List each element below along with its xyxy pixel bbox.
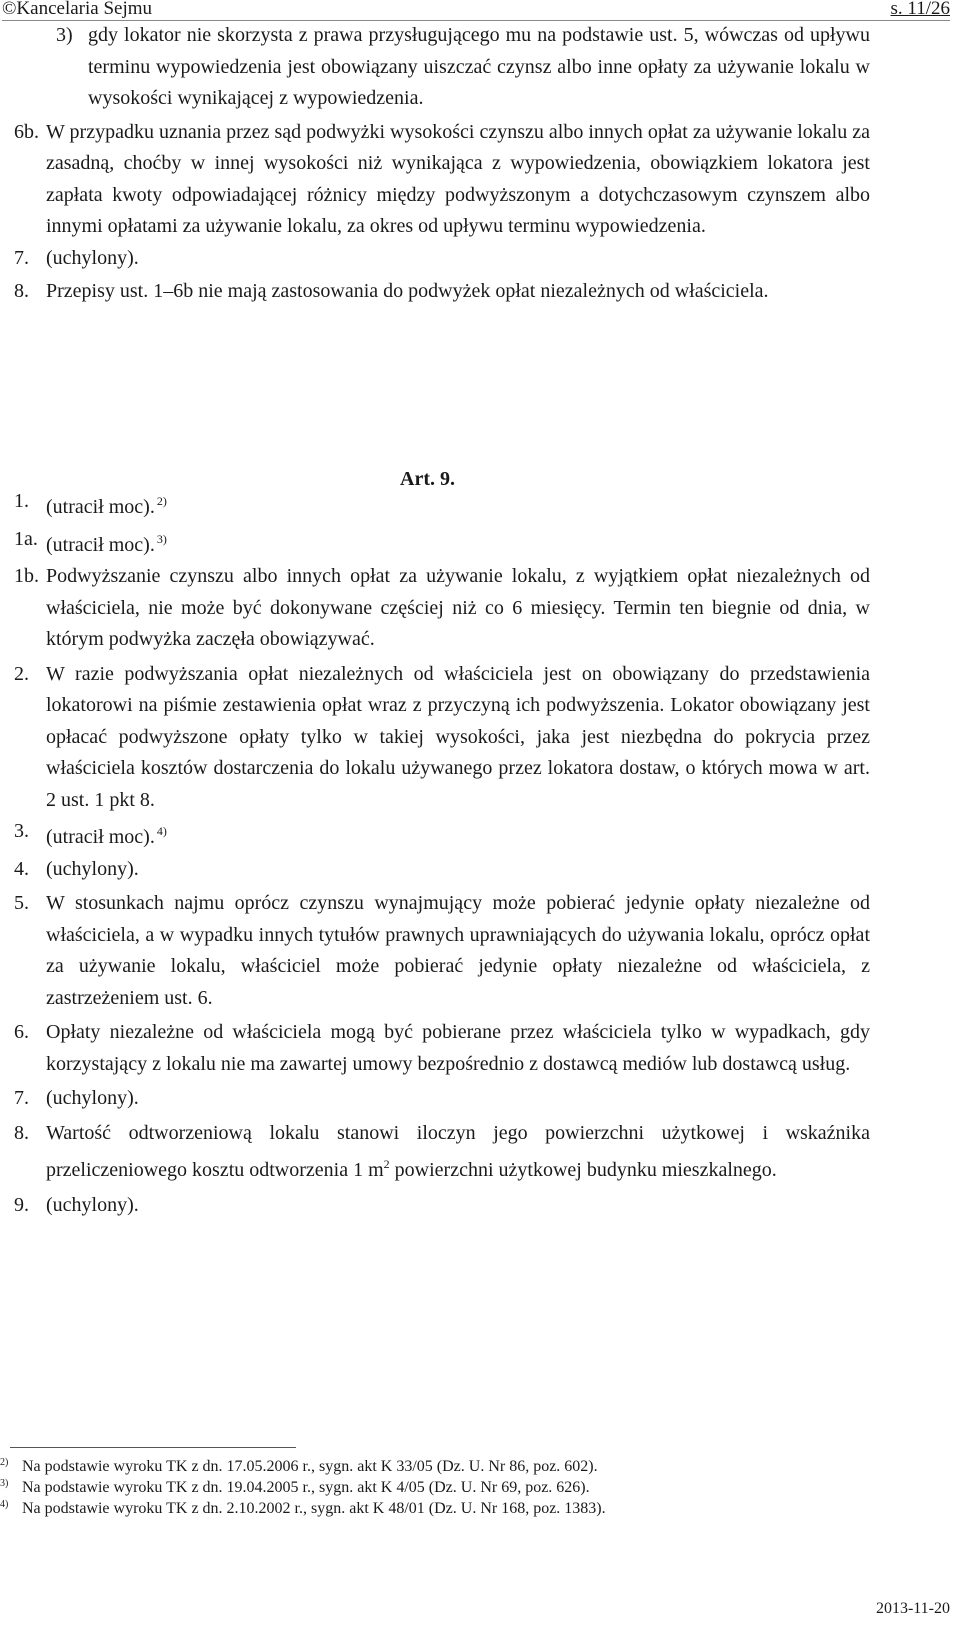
item-number: 2. (14, 662, 29, 685)
list-item (14, 1118, 870, 1187)
item-number: 9. (14, 1193, 29, 1216)
item-number: 1. (14, 490, 29, 512)
item-text: W przypadku uznania przez sąd podwyżki wysokości czynszu albo innych opłat za używanie lokalu za zasadną, choćby w innej wysokości niż wynikająca z wypowiedzenia, obowiązkiem lokatora jest zapłata kwoty odpowiadającej różnicy między podwyższonym a dotychczasowym czynszem albo innymi opłatami za używanie lokalu, za okres od upływu terminu wypowiedzenia. (46, 120, 870, 237)
footnote-ref[interactable]: 3) (156, 531, 167, 546)
item-text: W razie podwyższania opłat niezależnych od właściciela jest on obowiązany do przedstawienia lokatorowi na piśmie zestawienia opłat wraz z przyczyną ich podwyższenia. Lokator obowiązany jest opłacać podwyższone opłaty tylko w takiej wysokości, jaka jest niezbędna do pokrycia przez właściciela kosztów dostarczenia do lokalu używanego przez lokatora dostaw, o których mowa w art. 2 ust. 1 pkt 8. (46, 662, 870, 811)
item-text: (utracił moc). (46, 826, 155, 848)
list-item (14, 816, 870, 854)
item-text: Przepisy ust. 1–6b nie mają zastosowania do podwyżek opłat niezależnych od właściciela. (46, 280, 769, 302)
list-item (14, 1083, 870, 1115)
item-text: (uchylony). (46, 1087, 139, 1109)
page-number-link[interactable]: s. 11/26 (890, 0, 950, 19)
item-number: 6. (14, 1021, 29, 1043)
item-text: (utracił moc). (46, 496, 155, 518)
footnotes (0, 1456, 900, 1519)
footnote-mark: 4) (0, 1499, 9, 1510)
item-number: 1b. (14, 565, 39, 587)
superscript: 2 (383, 1157, 390, 1171)
footnote-mark: 2) (0, 1457, 9, 1468)
footnote (0, 1498, 900, 1519)
list-item (14, 524, 870, 562)
article-heading: Art. 9. (400, 468, 455, 490)
footnote (0, 1456, 900, 1477)
footnote-ref[interactable]: 2) (156, 494, 167, 508)
item-text: (uchylony). (46, 246, 139, 269)
article-9-section (14, 486, 870, 1221)
list-item (14, 854, 870, 886)
item-text: (uchylony). (46, 1193, 139, 1216)
item-number: 6b. (14, 120, 39, 143)
item-text: gdy lokator nie skorzysta z prawa przysługującego mu na podstawie ust. 5, wówczas od upływu terminu wypowiedzenia jest obowiązany uiszczać czynsz albo inne opłaty za używanie lokalu w wysokości wynikającej z wypowiedzenia. (88, 24, 870, 109)
item-text: Opłaty niezależne od właściciela mogą być pobierane przez właściciela tylko w wypadkach, gdy korzystający z lokalu nie ma zawartej umowy bezpośrednio z dostawcą mediów lub dostawcą usług. (46, 1021, 870, 1075)
item-text: (utracił moc). (46, 533, 155, 556)
copyright-label: ©Kancelaria Sejmu (2, 0, 153, 19)
footnote-mark: 3) (0, 1478, 9, 1489)
list-item (14, 117, 870, 243)
footnote-text: Na podstawie wyroku TK z dn. 17.05.2006 r., sygn. akt K 33/05 (Dz. U. Nr 86, poz. 602). (22, 1458, 598, 1475)
footnote-divider (10, 1447, 296, 1448)
item-text-cont: powierzchni użytkowej budynku mieszkalnego. (389, 1159, 777, 1181)
list-item (14, 20, 870, 115)
document-date: 2013-11-20 (875, 1600, 950, 1617)
item-text: Podwyższanie czynszu albo innych opłat za używanie lokalu, z wyjątkiem opłat niezależnych od właściciela, nie może być dokonywane częściej niż co 6 miesięcy. Termin ten biegnie od dnia, w którym podwyżka zaczęła obowiązywać. (46, 565, 870, 650)
footnote-text: Na podstawie wyroku TK z dn. 19.04.2005 r., sygn. akt K 4/05 (Dz. U. Nr 69, poz. 626). (22, 1479, 590, 1496)
item-number: 7. (14, 246, 29, 269)
item-number: 8. (14, 280, 29, 302)
item-number: 7. (14, 1087, 29, 1109)
list-item (14, 1190, 870, 1222)
item-text: (uchylony). (46, 857, 139, 880)
list-item (14, 561, 870, 656)
item-number: 4. (14, 857, 29, 880)
list-item (14, 276, 870, 308)
list-item (14, 1017, 870, 1080)
footnote-ref[interactable]: 4) (156, 824, 167, 838)
item-number: 8. (14, 1121, 29, 1144)
list-item (14, 659, 870, 817)
upper-section (14, 20, 870, 308)
item-number: 1a. (14, 527, 38, 550)
item-text: W stosunkach najmu oprócz czynszu wynajmujący może pobierać jedynie opłaty niezależne od właściciela, a w wypadku innych tytułów prawnych uprawniających do używania lokalu, oprócz opłat za używanie lokalu, właściciel może pobierać jedynie opłaty niezależne od właściciela, z zastrzeżeniem ust. 6. (46, 892, 870, 1009)
item-text: Wartość odtworzeniową lokalu stanowi iloczyn jego powierzchni użytkowej i wskaźnika przeliczeniowego kosztu odtworzenia 1 m (46, 1121, 870, 1181)
item-number: 5. (14, 892, 29, 914)
list-item (14, 888, 870, 1014)
footnote-text: Na podstawie wyroku TK z dn. 2.10.2002 r., sygn. akt K 48/01 (Dz. U. Nr 168, poz. 1383). (22, 1500, 606, 1517)
footnote (0, 1477, 900, 1498)
list-item (14, 243, 870, 275)
list-item (14, 486, 870, 524)
item-number: 3) (56, 24, 73, 46)
item-number: 3. (14, 820, 29, 842)
